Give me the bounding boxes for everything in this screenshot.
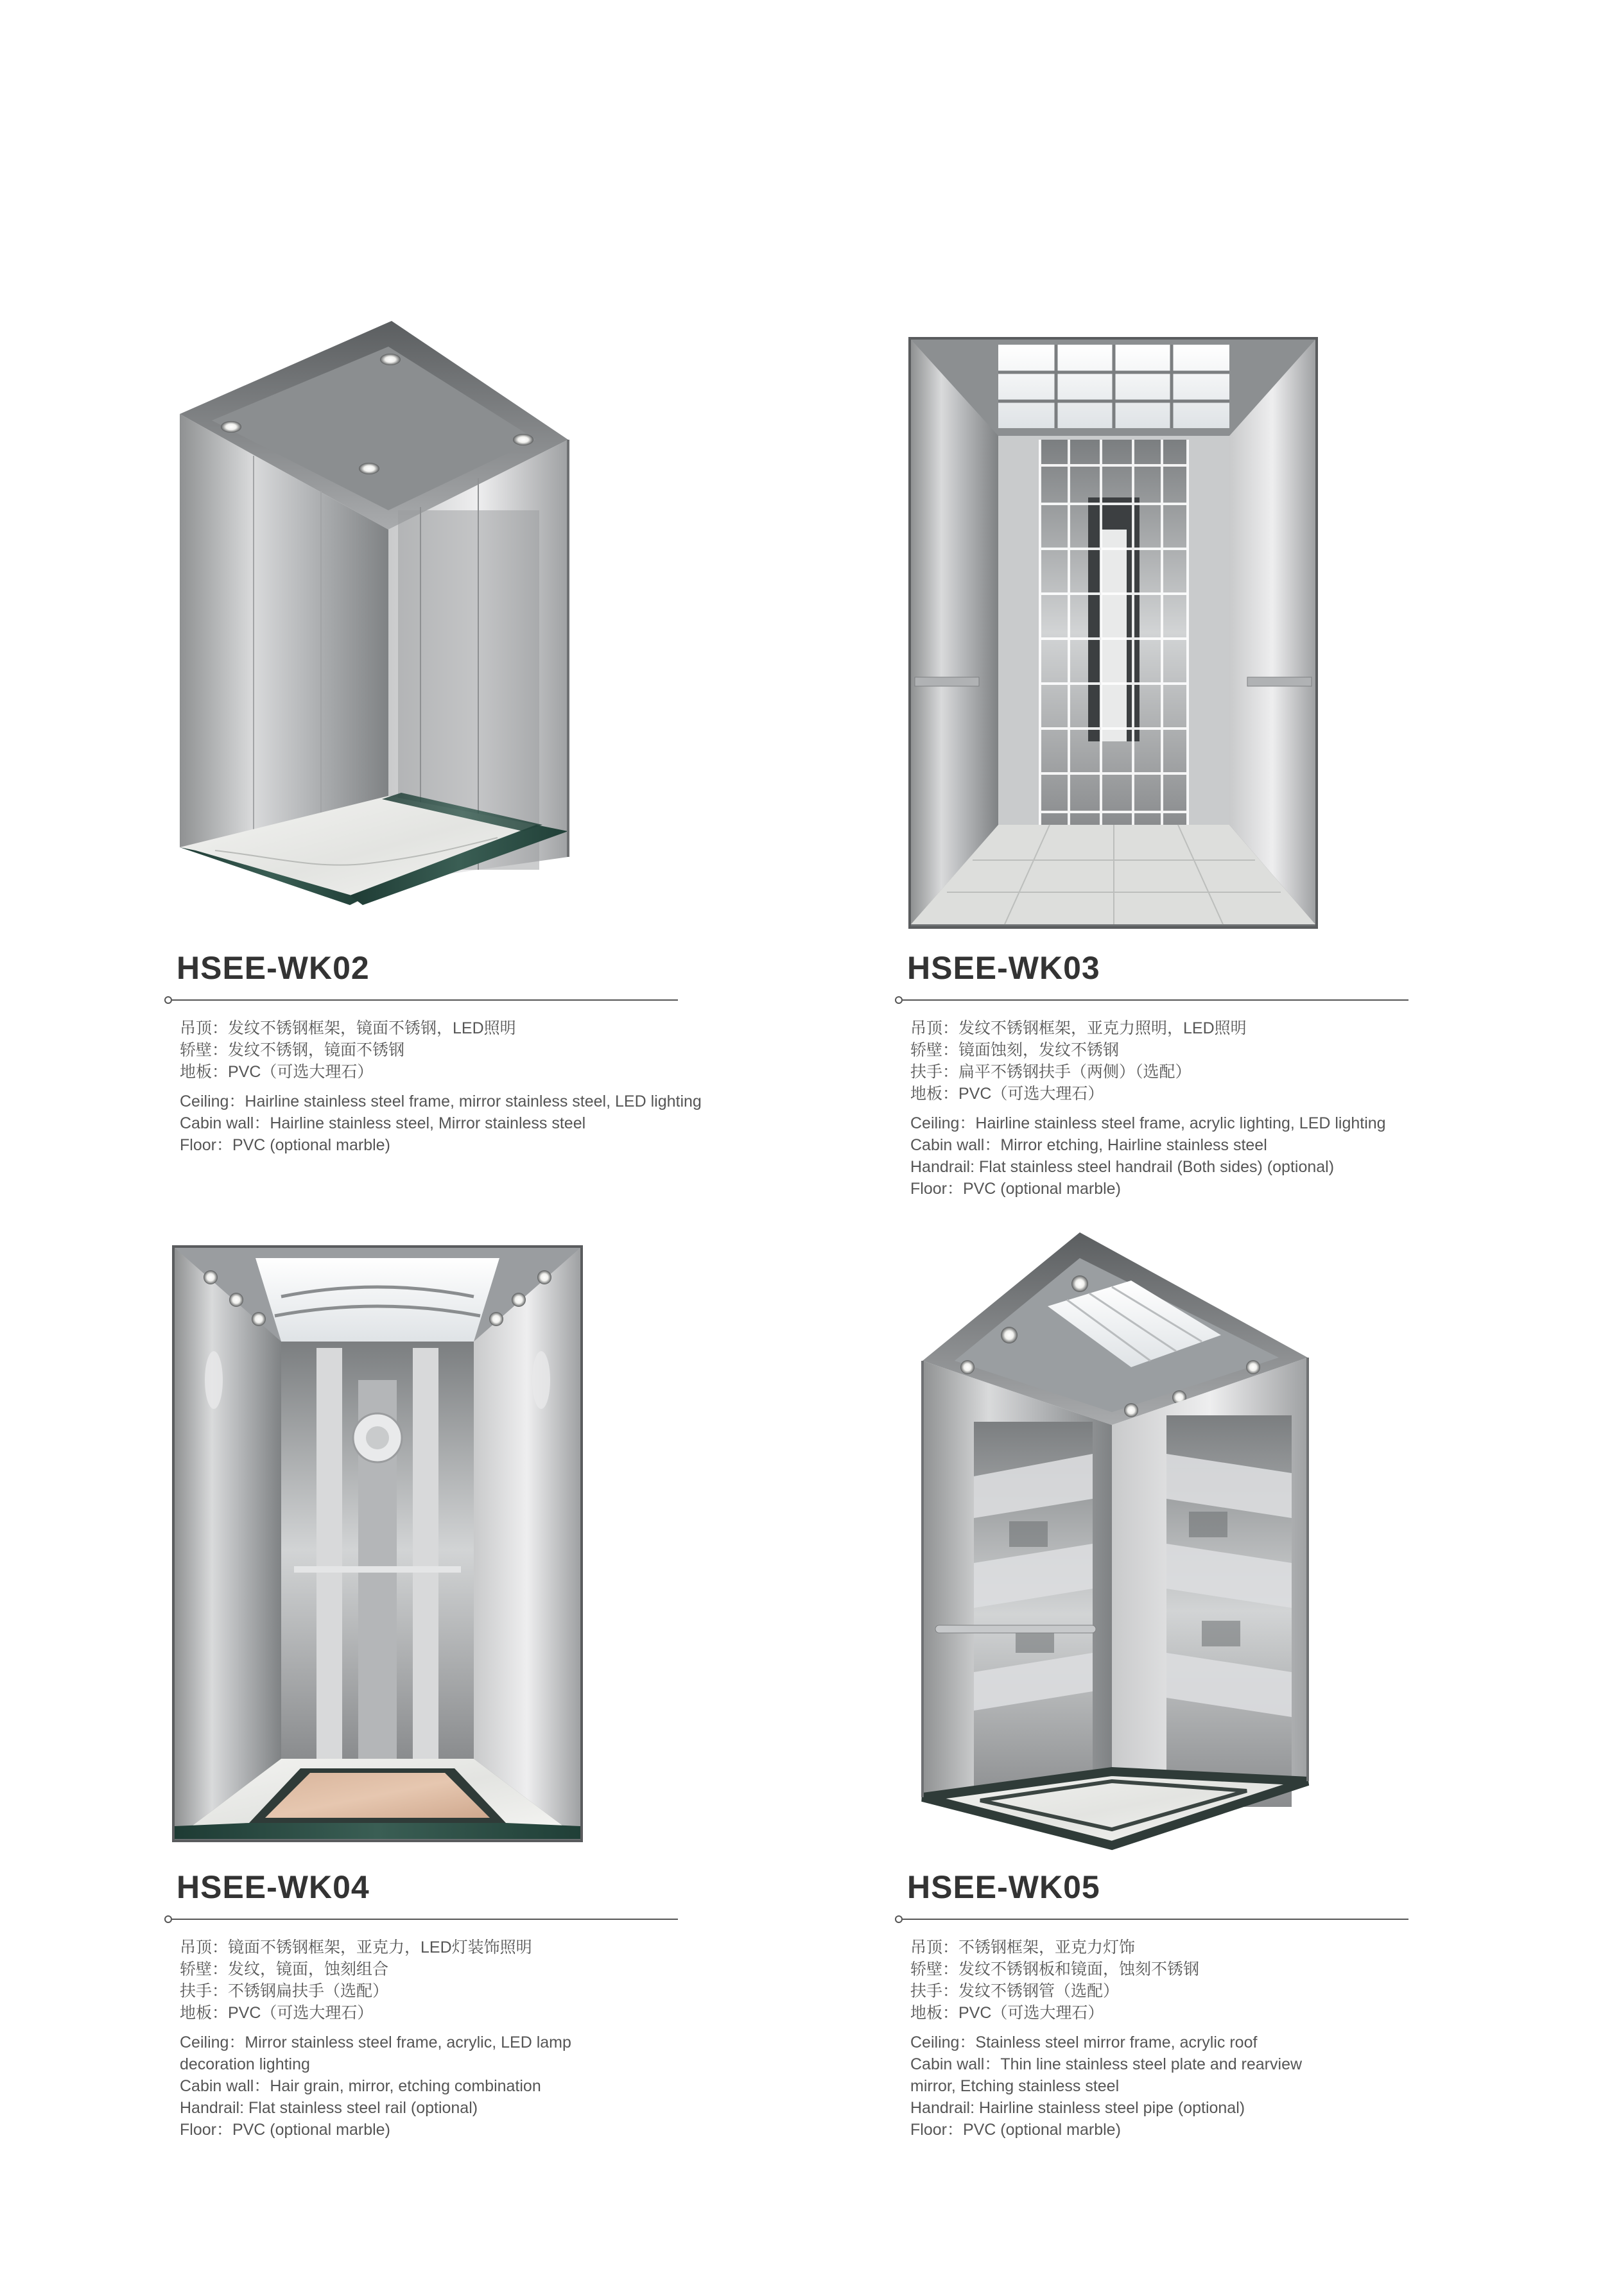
spec-line-en: Handrail: Hairline stainless steel pipe (optional) bbox=[910, 2099, 1245, 2117]
spec-line-en: Ceiling：Hairline stainless steel frame, mirror stainless steel, LED lighting bbox=[180, 1092, 702, 1110]
spec-line-en: Cabin wall：Hairline stainless steel, Mirror stainless steel bbox=[180, 1114, 586, 1132]
product-title: HSEE-WK03 bbox=[907, 950, 1100, 986]
rule-dot bbox=[164, 996, 172, 1004]
product-description bbox=[910, 1017, 1386, 1200]
title-underline bbox=[172, 1919, 678, 1920]
spec-line-cn: 地板：PVC（可选大理石） bbox=[910, 1085, 1104, 1103]
title-underline bbox=[172, 999, 678, 1001]
spec-line-cn: 地板：PVC（可选大理石） bbox=[910, 2004, 1104, 2022]
spec-line-cn: 吊顶：不锈钢框架，亚克力灯饰 bbox=[910, 1938, 1136, 1956]
spec-line-en: Floor：PVC (optional marble) bbox=[180, 1136, 390, 1154]
spec-line-en: Ceiling：Hairline stainless steel frame, acrylic lighting, LED lighting bbox=[910, 1114, 1386, 1132]
spec-line-cn: 地板：PVC（可选大理石） bbox=[180, 1063, 374, 1081]
spec-line-en: Floor：PVC (optional marble) bbox=[180, 2121, 390, 2139]
spec-line-en: Handrail: Flat stainless steel rail (optional) bbox=[180, 2099, 478, 2117]
product-description bbox=[910, 1937, 1302, 2141]
product-title: HSEE-WK05 bbox=[907, 1869, 1100, 1905]
rule-dot bbox=[895, 1915, 903, 1923]
spec-line-en: Handrail: Flat stainless steel handrail (Both sides) (optional) bbox=[910, 1158, 1335, 1176]
spec-line-en: Floor：PVC (optional marble) bbox=[910, 1180, 1121, 1198]
rule-dot bbox=[895, 996, 903, 1004]
product-title: HSEE-WK02 bbox=[177, 950, 370, 986]
spec-line-en: Ceiling：Stainless steel mirror frame, acrylic roof bbox=[910, 2033, 1258, 2051]
spec-line-en: mirror, Etching stainless steel bbox=[910, 2077, 1120, 2095]
spec-line-en: Cabin wall：Hair grain, mirror, etching combination bbox=[180, 2077, 541, 2095]
spec-line-cn: 轿壁：镜面蚀刻，发纹不锈钢 bbox=[910, 1041, 1120, 1059]
rule-dot bbox=[164, 1915, 172, 1923]
spec-line-cn: 地板：PVC（可选大理石） bbox=[180, 2004, 374, 2022]
spec-line-en: Ceiling：Mirror stainless steel frame, acrylic, LED lamp bbox=[180, 2033, 571, 2051]
spec-line-cn: 扶手：发纹不锈钢管（选配） bbox=[910, 1982, 1120, 2000]
spec-line-en: Cabin wall：Mirror etching, Hairline stainless steel bbox=[910, 1136, 1267, 1154]
elevator-image-wk05 bbox=[919, 1229, 1312, 1855]
product-title: HSEE-WK04 bbox=[177, 1869, 370, 1905]
spec-line-cn: 吊顶：发纹不锈钢框架，镜面不锈钢，LED照明 bbox=[180, 1019, 516, 1037]
elevator-image-wk04 bbox=[172, 1245, 583, 1842]
spec-line-cn: 吊顶：镜面不锈钢框架，亚克力，LED灯装饰照明 bbox=[180, 1938, 532, 1956]
spec-line-cn: 轿壁：发纹不锈钢，镜面不锈钢 bbox=[180, 1041, 405, 1059]
spec-line-cn: 吊顶：发纹不锈钢框架，亚克力照明，LED照明 bbox=[910, 1019, 1247, 1037]
elevator-image-wk02 bbox=[177, 318, 640, 908]
title-underline bbox=[903, 1919, 1408, 1920]
product-description bbox=[180, 1937, 571, 2141]
spec-line-en: Floor：PVC (optional marble) bbox=[910, 2121, 1121, 2139]
spec-line-cn: 轿壁：发纹，镜面，蚀刻组合 bbox=[180, 1960, 389, 1978]
product-description bbox=[180, 1017, 702, 1156]
spec-line-cn: 扶手：不锈钢扁扶手（选配） bbox=[180, 1982, 389, 2000]
spec-line-cn: 轿壁：发纹不锈钢板和镜面，蚀刻不锈钢 bbox=[910, 1960, 1200, 1978]
spec-line-cn: 扶手：扁平不锈钢扶手（两侧）（选配） bbox=[910, 1063, 1191, 1081]
elevator-image-wk03 bbox=[908, 337, 1318, 929]
title-underline bbox=[903, 999, 1408, 1001]
spec-line-en: Cabin wall：Thin line stainless steel plate and rearview bbox=[910, 2055, 1303, 2073]
spec-line-en: decoration lighting bbox=[180, 2055, 310, 2073]
